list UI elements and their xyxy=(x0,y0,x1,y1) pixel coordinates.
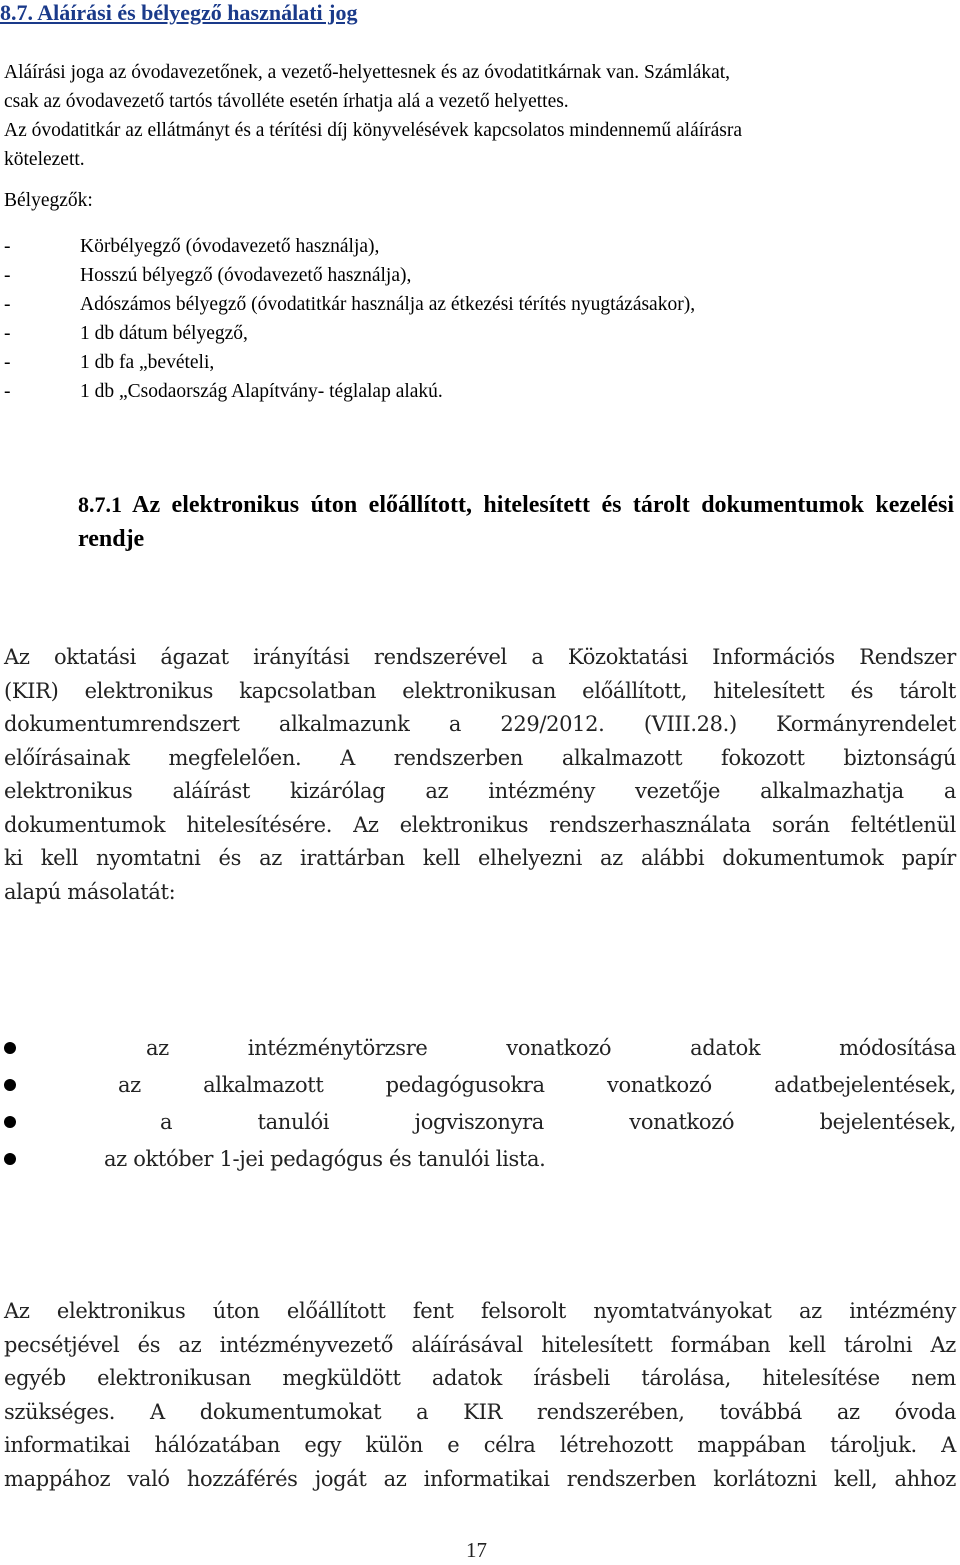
subsection-heading xyxy=(78,488,954,556)
list-item: - Adószámos bélyegző (óvodatitkár használja az étkezési térítés nyugtázásakor), xyxy=(4,294,696,315)
list-item: - 1 db fa „bevételi, xyxy=(4,352,215,373)
list-item: - 1 db „Csodaország Alapítvány- téglalap alakú. xyxy=(4,381,443,402)
kir-paragraph xyxy=(4,641,956,909)
paragraph-line: mappához való hozzáférés jogát az informatikai rendszerben korlátozni kell, ahhoz xyxy=(4,1466,956,1491)
signing-line-3: Az óvodatitkár az ellátmányt és a térítési díj könyvelésévek kapcsolatos mindennemű aláírásra xyxy=(4,120,743,141)
paragraph-line: (KIR) elektronikus kapcsolatban elektronikusan előállított, hitelesített és tárolt xyxy=(4,678,956,703)
bullet-icon xyxy=(4,1042,16,1054)
list-item: az október 1-jei pedagógus és tanulói lista. xyxy=(0,1141,956,1178)
paragraph-line: dokumentumok hitelesítésére. Az elektronikus rendszerhasználata során feltétlenül xyxy=(4,812,956,837)
documents-bullet-list xyxy=(0,1030,956,1178)
subsection-number: 8.7.1 xyxy=(78,492,122,517)
paragraph-line: Az elektronikus úton előállított fent felsorolt nyomtatványokat az intézmény xyxy=(4,1299,956,1323)
list-item: a tanulói jogviszonyra vonatkozó bejelentések, xyxy=(0,1104,956,1141)
list-item: az alkalmazott pedagógusokra vonatkozó adatbejelentések, xyxy=(0,1067,956,1104)
bullet-icon xyxy=(4,1079,16,1091)
paragraph-line: Az oktatási ágazat irányítási rendszerével a Közoktatási Információs Rendszer xyxy=(4,645,956,669)
signing-line-4: kötelezett. xyxy=(4,149,85,170)
paragraph-line: szükséges. A dokumentumokat a KIR rendszerében, továbbá az óvoda xyxy=(4,1399,956,1424)
page-number: 17 xyxy=(466,1538,487,1562)
paragraph-line: elektronikus aláírást kizárólag az intézmény vezetője alkalmazhatja a xyxy=(4,779,956,803)
list-item: - Hosszú bélyegző (óvodavezető használja), xyxy=(4,265,412,286)
stamps-list xyxy=(4,232,695,406)
signing-line-1: Aláírási joga az óvodavezetőnek, a vezető-helyettesnek és az óvodatitkárnak van. Számlákat, xyxy=(4,62,731,83)
bullet-icon xyxy=(4,1153,16,1165)
subsection-title: Az elektronikus úton előállított, hitelesített és tárolt dokumentumok kezelési rendje xyxy=(78,492,954,552)
section-title: 8.7. Aláírási és bélyegző használati jog xyxy=(0,0,358,25)
paragraph-line: informatikai hálózatában egy külön e célra létrehozott mappában tároljuk. A xyxy=(4,1433,956,1457)
paragraph-line: dokumentumrendszert alkalmazunk a 229/2012. (VIII.28.) Kormányrendelet xyxy=(4,712,956,736)
paragraph-line: egyéb elektronikusan megküldött adatok írásbeli tárolása, hitelesítése nem xyxy=(4,1366,956,1390)
paragraph-line: előírásainak megfelelően. A rendszerben alkalmazott fokozott biztonságú xyxy=(4,745,956,770)
bullet-icon xyxy=(4,1116,16,1128)
storage-paragraph xyxy=(4,1295,956,1496)
paragraph-line: ki kell nyomtatni és az irattárban kell elhelyezni az alábbi dokumentumok papír xyxy=(4,846,956,870)
list-item: - Körbélyegző (óvodavezető használja), xyxy=(4,236,380,257)
list-item: az intézménytörzsre vonatkozó adatok módosítása xyxy=(0,1030,956,1067)
list-item: - 1 db dátum bélyegző, xyxy=(4,323,248,344)
paragraph-line: pecsétjével és az intézményvezető aláírásával hitelesített formában kell tárolni Az xyxy=(4,1332,956,1357)
signing-line-2: csak az óvodavezető tartós távolléte esetén írhatja alá a vezető helyettes. xyxy=(4,91,569,112)
stamps-label: Bélyegzők: xyxy=(4,190,93,211)
paragraph-line: alapú másolatát: xyxy=(4,879,176,904)
